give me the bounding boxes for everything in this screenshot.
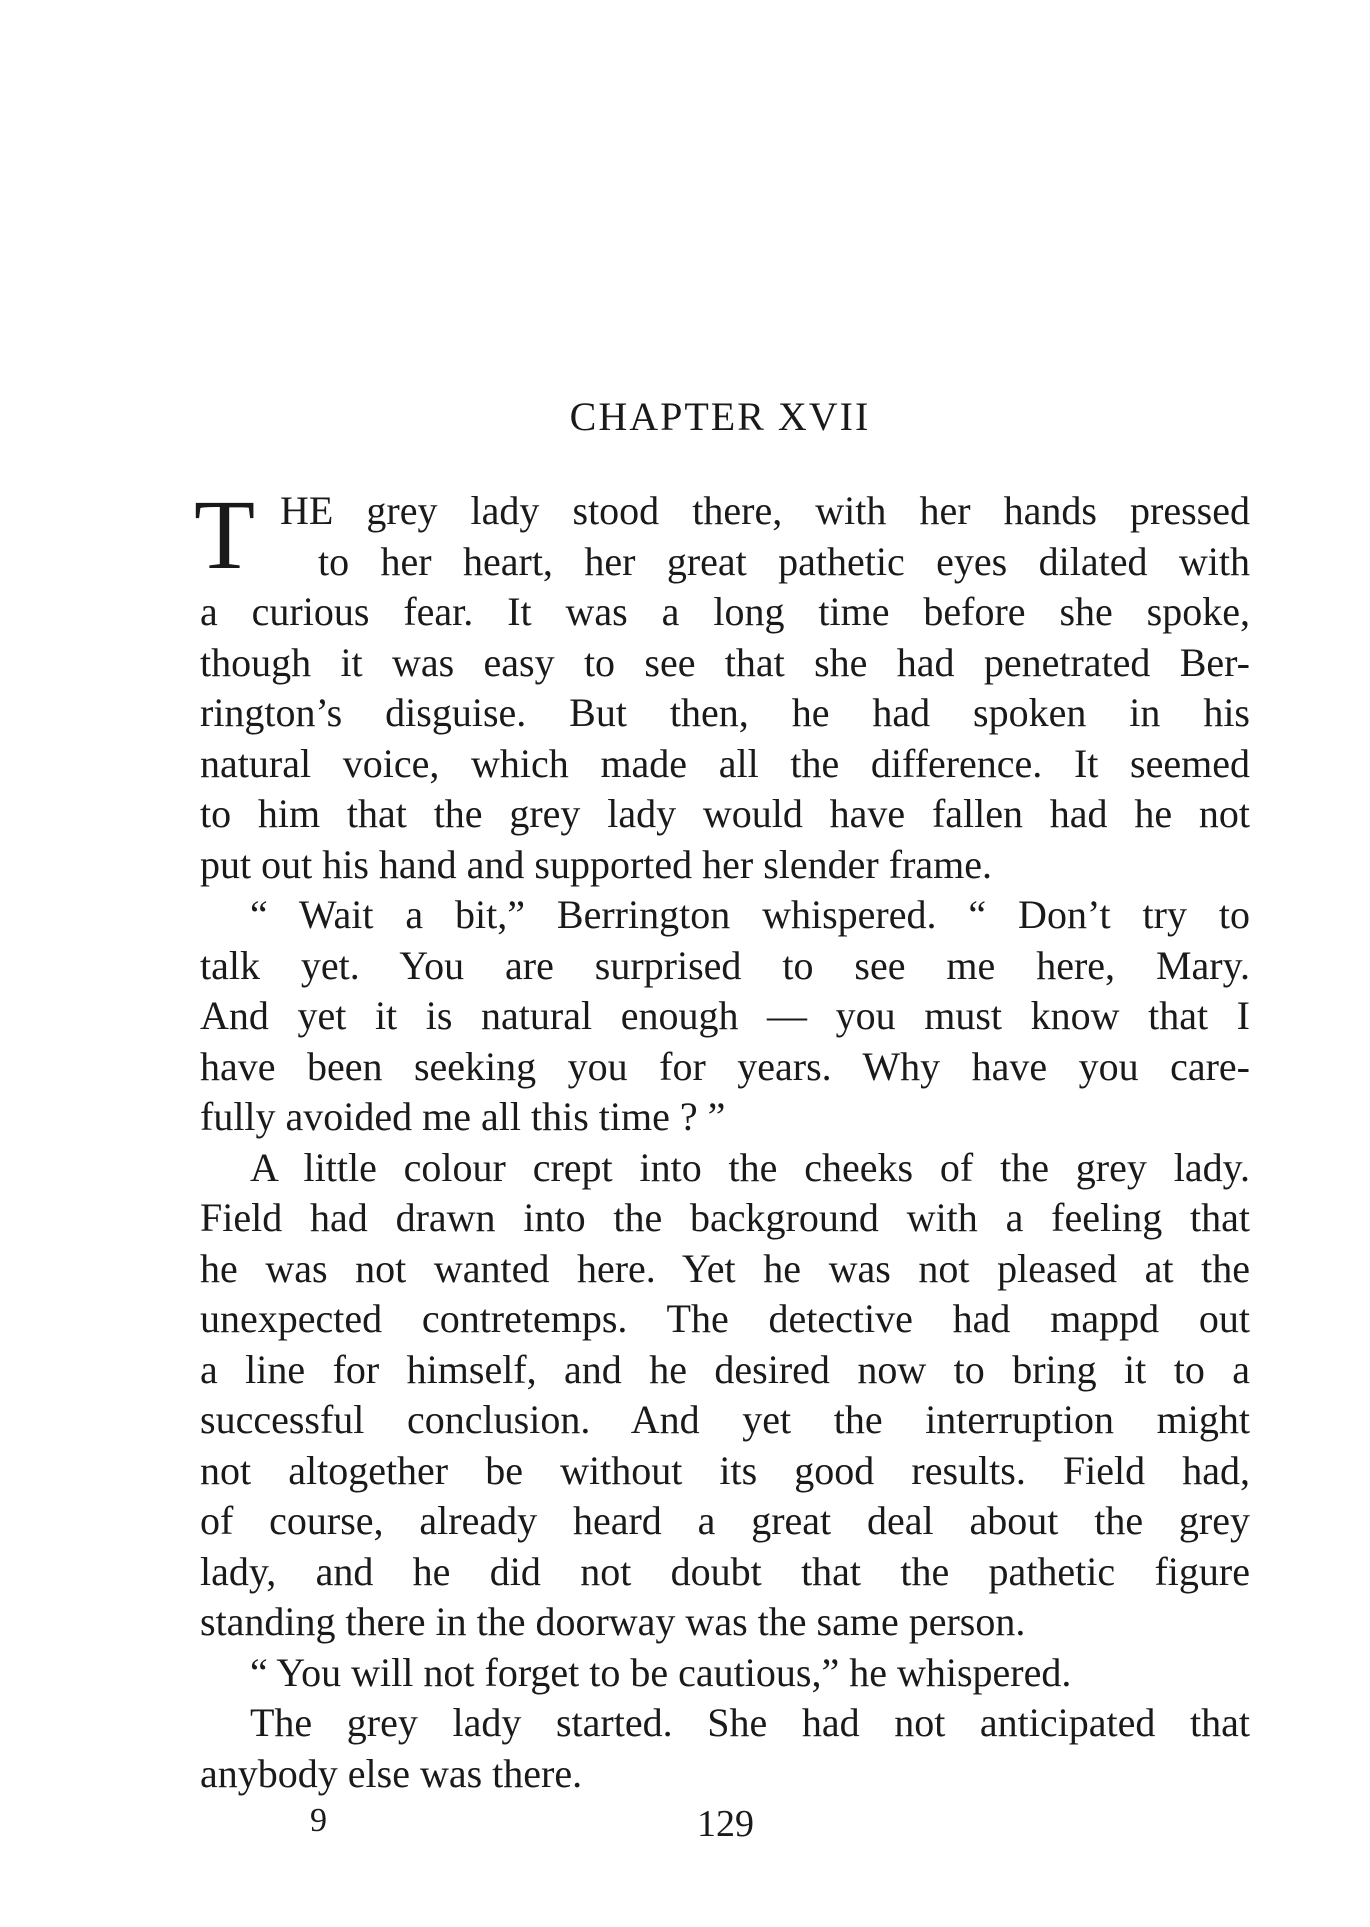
- text-line: put out his hand and supported her slender frame.: [200, 841, 993, 887]
- text-line: The grey lady started. She had not anticipated that: [250, 1700, 1250, 1745]
- text-line: to her heart, her great pathetic eyes dilated with: [318, 538, 1250, 584]
- text-line: a curious fear. It was a long time before she spoke,: [200, 589, 1250, 634]
- text-line: have been seeking you for years. Why have you care-: [200, 1043, 1250, 1089]
- text-line: successful conclusion. And yet the interruption might: [200, 1397, 1250, 1442]
- text-line: “ You will not forget to be cautious,” he whispered.: [250, 1649, 1072, 1695]
- text-line: unexpected contretemps. The detective had mappd out: [200, 1296, 1250, 1341]
- text-line: of course, already heard a great deal about the grey: [200, 1498, 1250, 1543]
- text-line: Field had drawn into the background with a feeling that: [200, 1195, 1250, 1240]
- text-line: to him that the grey lady would have fallen had he not: [200, 791, 1250, 836]
- text-line: he was not wanted here. Yet he was not pleased at the: [200, 1245, 1250, 1291]
- text-line: talk yet. You are surprised to see me here, Mary.: [200, 942, 1250, 988]
- page-number: 129: [697, 1803, 754, 1845]
- text-line: HE grey lady stood there, with her hands pressed: [280, 488, 1250, 533]
- text-line: standing there in the doorway was the same person.: [200, 1599, 1026, 1644]
- signature-mark: 9: [310, 1802, 327, 1839]
- text-line: And yet it is natural enough — you must know that I: [200, 993, 1250, 1038]
- text-line: anybody else was there.: [200, 1750, 583, 1796]
- page-footer: [0, 1802, 1370, 1852]
- text-line: rington’s disguise. But then, he had spoken in his: [200, 690, 1250, 735]
- drop-cap: T: [194, 479, 256, 590]
- text-line: fully avoided me all this time ? ”: [200, 1094, 726, 1139]
- text-line: lady, and he did not doubt that the pathetic figure: [200, 1548, 1250, 1594]
- text-line: A little colour crept into the cheeks of the grey lady.: [250, 1144, 1250, 1190]
- text-line: “ Wait a bit,” Berrington whispered. “ Don’t try to: [250, 892, 1250, 937]
- text-line: a line for himself, and he desired now to bring it to a: [200, 1346, 1250, 1392]
- chapter-title: CHAPTER XVII: [569, 394, 871, 439]
- text-line: natural voice, which made all the difference. It seemed: [200, 740, 1250, 786]
- text-line: not altogether be without its good results. Field had,: [200, 1447, 1250, 1493]
- text-line: though it was easy to see that she had penetrated Ber-: [200, 639, 1250, 685]
- body-text: [194, 479, 1250, 1799]
